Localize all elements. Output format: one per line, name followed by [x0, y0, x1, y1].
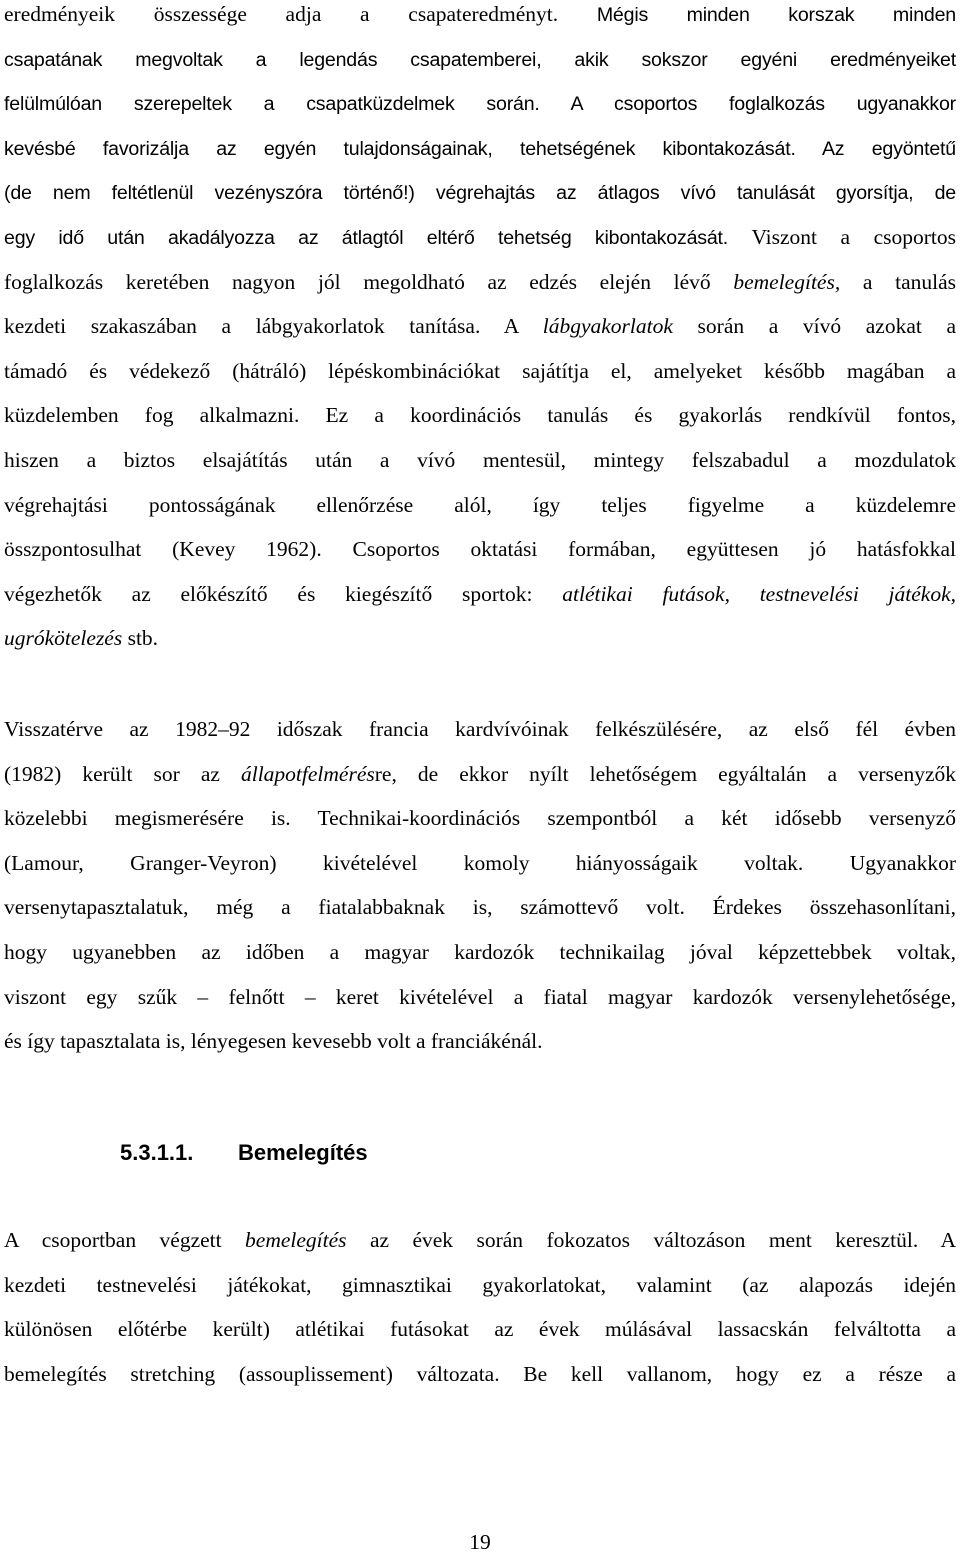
text-line [4, 1352, 956, 1397]
emphasis-text: lábgyakorlatok [542, 314, 673, 339]
text-line [4, 841, 956, 886]
text-run: felülmúlóan szerepeltek a csapatküzdelmek során. [4, 93, 571, 116]
text-line [4, 438, 956, 483]
text-run: végrehajtási pontosságának ellenőrzése alól, így teljes figyelme a küzdelemre [4, 492, 956, 517]
text-run: különösen előtérbe került) atlétikai futásokat az évek múlásával lassacskán felváltotta a [4, 1317, 956, 1342]
text-line [4, 572, 956, 617]
text-run: küzdelemben fog alkalmazni. Ez a koordinációs tanulás és gyakorlás rendkívül fontos, [4, 403, 956, 428]
text-run: A csoportban végzett [4, 1228, 246, 1252]
text-line [4, 707, 956, 752]
text-run: Az egyöntetű [821, 137, 956, 160]
text-line [4, 81, 956, 126]
text-line [4, 393, 956, 438]
text-line [4, 215, 956, 260]
paragraph-3 [4, 1218, 956, 1396]
text-run: foglalkozás keretében nagyon jól megoldható az edzés elején lévő [4, 269, 734, 294]
text-run: bemelegítés stretching (assouplissement) változata. Be kell vallanom, hogy ez a része a [4, 1361, 956, 1386]
text-run: kezdeti szakaszában a lábgyakorlatok tanítása. A [4, 314, 543, 339]
text-line [4, 304, 956, 349]
text-run: kevésbé favorizálja az egyén tulajdonságainak, tehetségének kibontakozását. [4, 137, 822, 160]
paragraph-1 [4, 0, 956, 661]
text-line [4, 126, 956, 171]
text-run: egy idő után akadályozza az átlagtól eltérő tehetség kibontakozását. [4, 226, 752, 249]
section-title: Bemelegítés [238, 1140, 368, 1165]
text-line [4, 1218, 956, 1263]
text-run: összpontosulhat (Kevey 1962). Csoportos oktatási formában, együttesen jó hatásfokkal [4, 537, 956, 562]
text-line [4, 885, 956, 930]
text-line [4, 752, 956, 797]
text-line [4, 616, 956, 661]
text-line [4, 1263, 956, 1308]
text-line [4, 483, 956, 528]
emphasis-text: állapotfelmérés [240, 761, 375, 786]
text-run: kezdeti testnevelési játékokat, gimnasztikai gyakorlatokat, valamint (az alapozás idején [4, 1272, 956, 1297]
text-run: végezhetők az előkészítő és kiegészítő sportok: [4, 581, 563, 606]
text-line [4, 260, 956, 305]
text-run: ) végrehajtás az átlagos vívó tanulását gyorsítja, de [408, 182, 957, 205]
text-run: Visszatérve az 1982–92 időszak francia kardvívóinak felkészülésére, az első fél évben [4, 717, 956, 741]
text-run: re, de ekkor nyílt lehetőségem egyáltalán a versenyzők [374, 761, 956, 786]
text-run: (1982) került sor az [4, 761, 241, 786]
text-run: és így tapasztalata is, lényegesen kevesebb volt a franciákénál. [4, 1029, 543, 1054]
emphasis-text: bemelegítés, [733, 269, 841, 294]
text-line [4, 349, 956, 394]
text-run: támadó és védekező (hátráló) lépéskombinációkat sajátítja el, amelyeket később magában a [4, 358, 956, 383]
text-line [4, 796, 956, 841]
text-run: Mégis minden korszak minden [596, 4, 956, 26]
text-run: eredményeik összessége adja a csapateredményt. [4, 2, 597, 26]
text-run: (Lamour, Granger-Veyron) kivételével komoly hiányosságaik voltak. Ugyanakkor [4, 850, 956, 875]
emphasis-text: ugrókötelezés [4, 626, 123, 651]
text-line [4, 975, 956, 1020]
text-line [4, 1307, 956, 1352]
text-run: csapatának megvoltak a legendás csapatemberei, akik sokszor egyéni eredményeiket [4, 48, 956, 71]
text-run: közelebbi megismerésére is. Technikai-koordinációs szempontból a két idősebb versenyző [4, 806, 956, 831]
text-line [4, 930, 956, 975]
text-line [4, 37, 956, 82]
text-run: (de nem feltétlenül vezényszóra történő! [4, 182, 409, 205]
emphasis-text: atlétikai futások, testnevelési játékok, [562, 581, 956, 606]
text-run: az évek során fokozatos változáson ment keresztül. A [346, 1228, 956, 1252]
text-line [4, 1019, 956, 1064]
text-run: versenytapasztalatuk, még a fiatalabbaknak is, számottevő volt. Érdekes összehasonlítani, [4, 895, 956, 920]
page-number: 19 [469, 1530, 491, 1554]
text-run: Viszont a csoportos [751, 224, 957, 249]
text-run: hiszen a biztos elsajátítás után a vívó mentesül, mintegy felszabadul a mozdulatok [4, 447, 956, 472]
section-number: 5.3.1.1. [120, 1140, 194, 1165]
text-line [4, 0, 956, 37]
section-heading [120, 1140, 368, 1166]
text-run: stb. [122, 626, 159, 651]
text-run: A csoportos foglalkozás ugyanakkor [570, 93, 956, 116]
text-run: viszont egy szűk – felnőtt – keret kivételével a fiatal magyar kardozók versenylehetősége, [4, 984, 956, 1009]
text-run: hogy ugyanebben az időben a magyar kardozók technikailag jóval képzettebbek voltak, [4, 939, 956, 964]
text-line [4, 527, 956, 572]
text-run: a tanulás [840, 269, 956, 294]
text-line [4, 170, 956, 215]
text-run: során a vívó azokat a [672, 314, 957, 339]
paragraph-2 [4, 707, 956, 1064]
emphasis-text: bemelegítés [245, 1228, 347, 1252]
